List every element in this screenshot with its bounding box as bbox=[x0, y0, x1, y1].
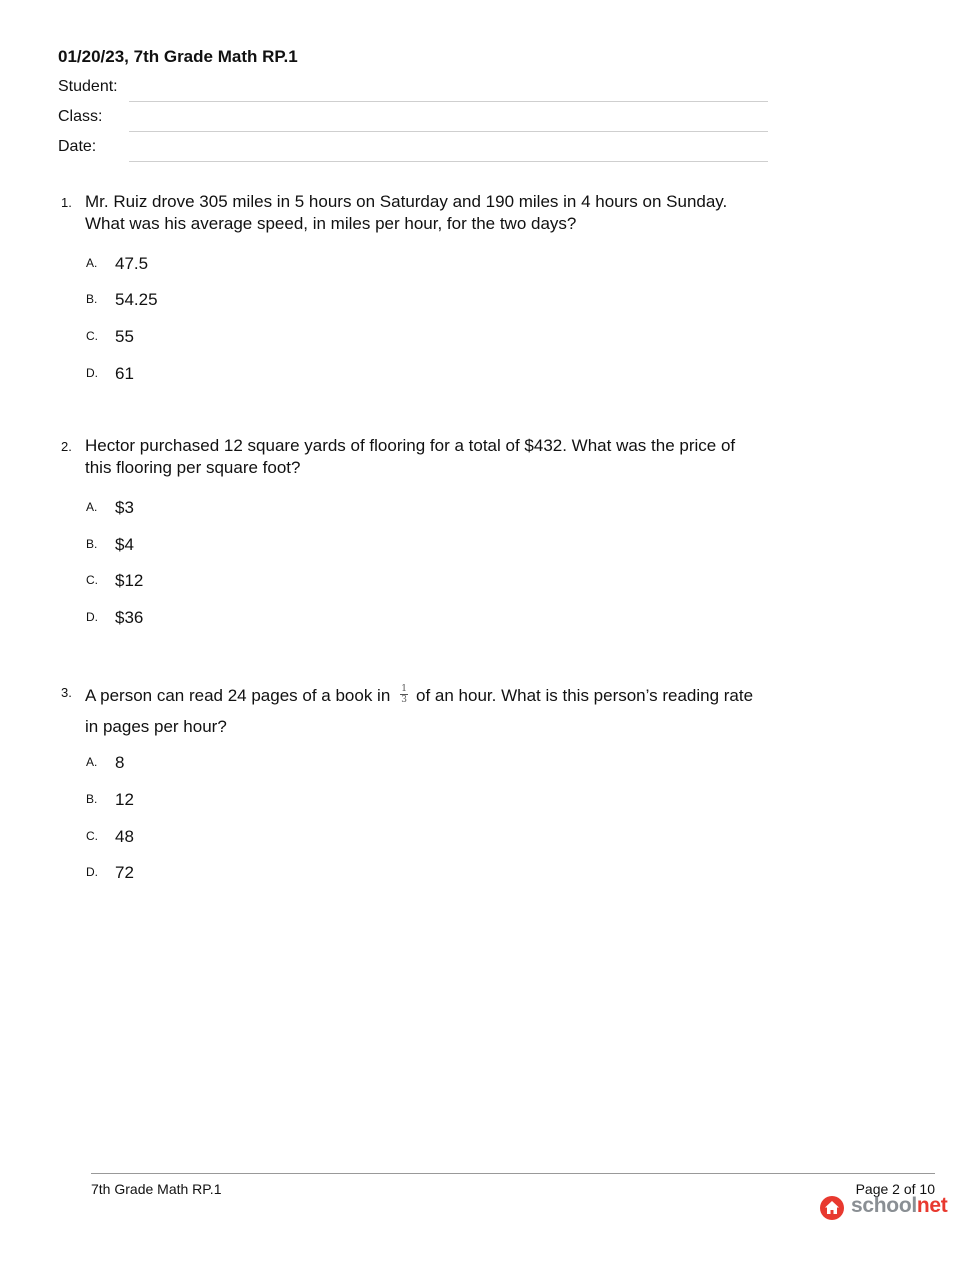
choice-a[interactable] bbox=[0, 498, 400, 522]
choice-text: 8 bbox=[115, 753, 125, 772]
choice-text: 12 bbox=[115, 790, 134, 809]
student-label: Student: bbox=[58, 78, 118, 95]
choice-letter: A. bbox=[86, 256, 98, 270]
question-text: Hector purchased 12 square yards of flooring for a total of $432. What was the price of this flooring per square foot? bbox=[85, 436, 736, 477]
choice-text: $4 bbox=[115, 535, 134, 554]
choice-letter: D. bbox=[86, 865, 98, 879]
choice-letter: C. bbox=[86, 573, 98, 587]
question-number: 1. bbox=[61, 195, 72, 210]
choice-letter: D. bbox=[86, 610, 98, 624]
choice-b[interactable] bbox=[0, 535, 400, 559]
choice-b[interactable] bbox=[0, 290, 400, 314]
choice-letter: C. bbox=[86, 329, 98, 343]
choice-letter: B. bbox=[86, 292, 98, 306]
choice-text: 54.25 bbox=[115, 290, 158, 309]
choice-text: 47.5 bbox=[115, 254, 149, 273]
choice-d[interactable] bbox=[0, 364, 400, 388]
choice-letter: A. bbox=[86, 500, 98, 514]
choice-text: 55 bbox=[115, 327, 134, 346]
choice-c[interactable] bbox=[0, 571, 400, 595]
choice-a[interactable] bbox=[0, 753, 400, 777]
fraction-numerator: 1 bbox=[401, 684, 408, 695]
logo-wordmark bbox=[851, 1194, 948, 1218]
fraction bbox=[400, 684, 408, 705]
choice-text: 48 bbox=[115, 827, 134, 846]
logo-text-net: net bbox=[916, 1194, 948, 1217]
question-number: 3. bbox=[61, 685, 72, 700]
choice-text: 61 bbox=[115, 364, 134, 383]
choice-letter: C. bbox=[86, 829, 98, 843]
choice-c[interactable] bbox=[0, 327, 400, 351]
choice-d[interactable] bbox=[0, 863, 400, 887]
choice-text: 72 bbox=[115, 863, 134, 882]
question-text bbox=[85, 680, 765, 742]
choice-text: $12 bbox=[115, 571, 144, 590]
choice-text: $36 bbox=[115, 608, 144, 627]
footer-title: 7th Grade Math RP.1 bbox=[91, 1181, 222, 1197]
question-number: 2. bbox=[61, 439, 72, 454]
page-title: 01/20/23, 7th Grade Math RP.1 bbox=[58, 47, 298, 66]
footer-divider bbox=[91, 1173, 935, 1174]
question-text-before: A person can read 24 pages of a book in bbox=[85, 686, 391, 705]
logo-text-school: school bbox=[851, 1194, 917, 1217]
date-field bbox=[129, 161, 768, 162]
home-icon bbox=[820, 1196, 844, 1220]
page-number: Page 2 of 10 bbox=[855, 1181, 935, 1197]
choice-a[interactable] bbox=[0, 254, 400, 278]
choice-text: $3 bbox=[115, 498, 134, 517]
date-label: Date: bbox=[58, 138, 97, 155]
fraction-denominator: 3 bbox=[401, 695, 408, 706]
choice-c[interactable] bbox=[0, 827, 400, 851]
class-label: Class: bbox=[58, 108, 103, 125]
choice-letter: B. bbox=[86, 792, 98, 806]
question-text: Mr. Ruiz drove 305 miles in 5 hours on Saturday and 190 miles in 4 hours on Sunday. What was his average speed, in miles per hour, for the two days? bbox=[85, 192, 728, 233]
choice-b[interactable] bbox=[0, 790, 400, 814]
question-text-after: of an hour. What is this person’s reading rate in pages per hour? bbox=[85, 686, 754, 736]
class-field bbox=[129, 131, 768, 132]
choice-letter: B. bbox=[86, 537, 98, 551]
choice-d[interactable] bbox=[0, 608, 400, 632]
choice-letter: A. bbox=[86, 755, 98, 769]
student-field bbox=[129, 101, 768, 102]
choice-letter: D. bbox=[86, 366, 98, 380]
